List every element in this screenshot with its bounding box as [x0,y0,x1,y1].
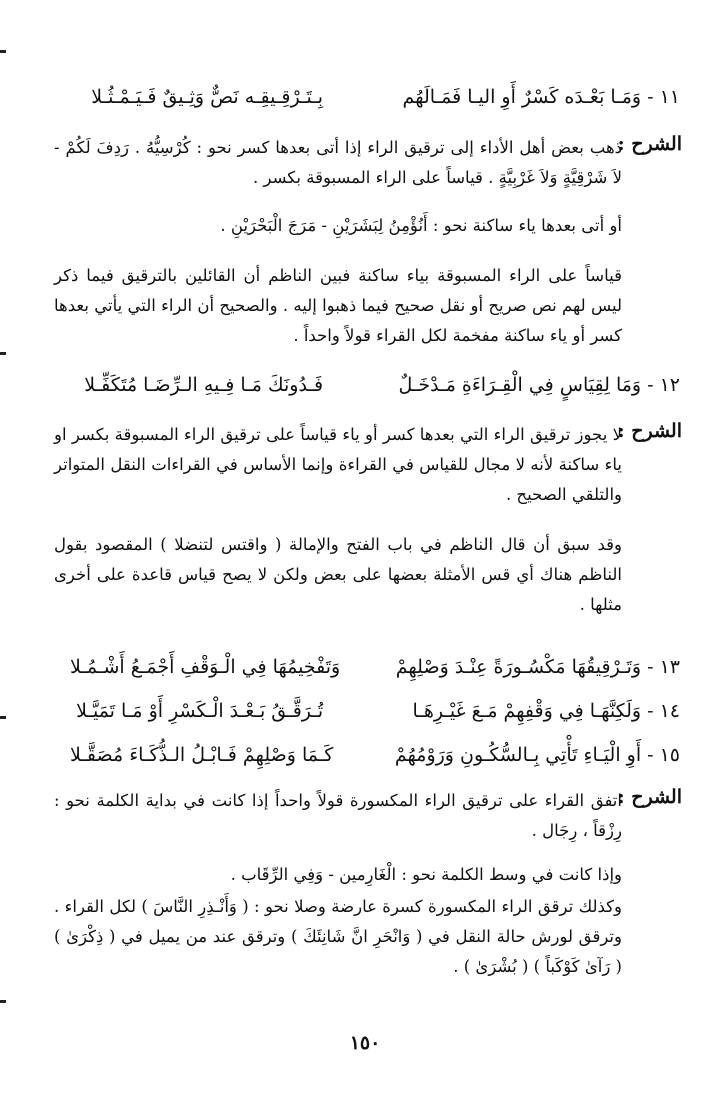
verse-number: ١٤ - [647,700,680,722]
scan-edge-mark [0,716,6,719]
verse-number: ١١ - [647,86,680,108]
page-number: ١٥٠ [349,1032,381,1054]
commentary-paragraph: وقد سبق أن قال الناظم في باب الفتح والإمالة ( واقتس لتنضلا ) المقصود بقول الناظم هناك أي قس الأمثلة بعضها على بعض ولكن لا يصح قياس قاعدة على أخرى مثلها . [54,535,622,614]
sharh-label: الشرح : [617,133,682,155]
scan-edge-mark [0,50,6,53]
commentary-paragraph: وإذا كانت في وسط الكلمة نحو : الْغَارِمين - وَفِي الرِّقَاب . [230,865,622,884]
verse-line [70,694,680,728]
verse-second-hemistich: كَـمَا وَصْلِهِمْ فَـابْـلُ الـذُّكَـاءَ مُصَقَّـلا [70,744,334,766]
verse-first-hemistich: أَوِ الْيَـاءِ تَأْتِي بِـالسُّكُـونِ وَرَوْمُهُمْ [394,744,642,766]
sharh-label: الشرح : [617,786,682,808]
verse-line [70,650,680,684]
commentary-paragraph: اتفق القراء على ترقيق الراء المكسورة قولاً واحداً إذا كانت في بداية الكلمة نحو : رِزْقاً ، رِجَال . [54,791,622,840]
commentary-paragraph: قياساً على الراء المسبوقة بياء ساكنة فبين الناظم أن القائلين بالترقيق فيما ذكر ليس لهم نص صريح أو نقل صحيح فيما ذهبوا إليه . والصحيح أن الراء التي يأتي بعدها كسر أو ياء ساكنة مفخمة لكل القراء قولاً واحداً . [54,266,622,345]
scan-edge-mark [0,1000,6,1003]
sharh-label: الشرح : [617,420,682,442]
verse-first-hemistich: وَلَكِنَّهَـا فِي وَقْفِهِمْ مَـعَ غَيْـرِهَـا [412,700,642,722]
commentary-paragraph: لا يجوز ترقيق الراء التي بعدها كسر أو ياء قياساً على ترقيق الراء المسبوقة بكسر او ياء ساكنة لأنه لا مجال للقياس في القراءة وإنما الأساس في القراءات النقل المتواتر والتلقي الصحيح . [54,425,622,504]
verse-line [70,80,680,114]
verse-number: ١٢ - [647,374,680,396]
verse-first-hemistich: وَتَـرْقِيقُهَا مَكْسُـورَةً عِنْـدَ وَصْلِهِمْ [395,656,642,678]
verse-second-hemistich: تُـرَقَّـقُ بَـعْـدَ الْـكَسْرِ أَوْ مَـا تَمَيَّـلا [76,700,324,722]
verse-first-hemistich: وَمَا لِقِيَاسٍ فِي الْقِـرَاءَةِ مَـدْخَـلٌ [398,374,642,396]
verse-second-hemistich: بِـتَـرْقِـيقِـه نَصٌّ وَثِـيقٌ فَـيَـمْـثُـلا [91,86,324,108]
commentary-paragraph: ذهب بعض أهل الأداء إلى ترقيق الراء إذا أتى بعدها كسر نحو : كُرْسِيُّهُ . رَدِفَ لَكُمْ - لاَ شَرْقِيَّةٍ وَلاَ غَرْبِيَّةٍ . قياساً على الراء المسبوقة بكسر . [54,138,622,187]
verse-line [70,368,680,402]
verse-first-hemistich: وَمَـا بَعْـدَه كَسْرٌ أَوِ اليـا فَمَـالَهُم [402,86,642,108]
verse-second-hemistich: وَتَفْخِيمُهَا فِي الْـوَقْفِ أَجْمَـعُ أَشْـمُـلا [70,656,341,678]
verse-second-hemistich: فَـدُونَكَ مَـا فِـيهِ الـرِّضَـا مُتَكَفِّـلا [84,374,324,396]
commentary-paragraph: وكذلك ترقق الراء المكسورة كسرة عارضة وصلا نحو : ( وَأَنْـذِرِ النَّاسَ ) لكل القراء . وترقق لورش حالة النقل في ( وَانْحَرِ انَّ شَانِئَكَ ) وترقق عند من يميل في ( ذِكْرَىٰ ) ( رَآىٰ كَوْكَباً ) ( بُشْرَىٰ ) . [54,897,622,976]
commentary-paragraph: أو أتى بعدها ياء ساكنة نحو : أَنُؤْمِنُ لِبَشَرَيْنِ - مَرَجَ الْبَحْرَيْنِ . [220,216,622,235]
verse-line [70,738,680,772]
scan-edge-mark [0,352,6,355]
verse-number: ١٥ - [647,744,680,766]
verse-number: ١٣ - [647,656,680,678]
